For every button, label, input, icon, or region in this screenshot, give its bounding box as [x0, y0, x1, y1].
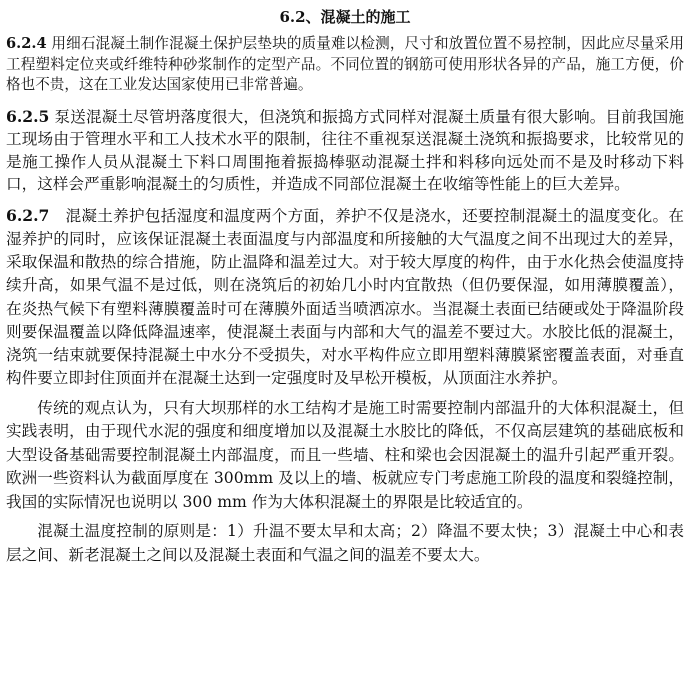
paragraph-6-2-7	[6, 204, 684, 391]
paragraph-text: 用细石混凝土制作混凝土保护层垫块的质量难以检测，尺寸和放置位置不易控制，因此应尽量采用工程塑料定位夹或纤维特种砂浆制作的定型产品。不同位置的钢筋可使用形状各异的产品，施工方便，价格也不贵，这在工业发达国家使用已非常普遍。	[6, 35, 684, 93]
paragraph-6-2-4	[6, 34, 684, 96]
paragraph-6-2-5	[6, 106, 684, 196]
document-page	[6, 4, 684, 567]
clause-number: 6.2.4	[6, 35, 47, 52]
paragraph-text: 混凝土养护包括湿度和温度两个方面，养护不仅是浇水，还要控制混凝土的温度变化。在湿养护的同时，应该保证混凝土表面温度与内部温度和所接触的大气温度之间不出现过大的差异，采取保温和散热的综合措施，防止温降和温差过大。对于较大厚度的构件，由于水化热会使温度持续升高，如果气温不是过低，则在浇筑后的初始几小时内宜散热（但仍要保湿，如用薄膜覆盖），在炎热气候下有塑料薄膜覆盖时可在薄膜外面适当喷洒凉水。当混凝土表面已结硬或处于降温阶段则要保温覆盖以降低降温速率，使混凝土表面与内部和大气的温差不要过大。水胶比低的混凝土，浇筑一结束就要保持混凝土中水分不受损失，对水平构件应立即用塑料薄膜紧密覆盖表面，对垂直构件要立即封住顶面并在混凝土达到一定强度时及早松开模板，从顶面注水养护。	[6, 206, 684, 388]
section-title: 6.2、混凝土的施工	[279, 8, 411, 26]
paragraph-mass-concrete: 传统的观点认为，只有大坝那样的水工结构才是施工时需要控制内部温升的大体积混凝土，但实践表明，由于现代水泥的强度和细度增加以及混凝土水胶比的降低，不仅高层建筑的基础底板和大型设备基础需要控制混凝土内部温度，而且一些墙、柱和梁也会因混凝土的温升引起严重开裂。欧洲一些资料认为截面厚度在 300mm 及以上的墙、板就应专门考虑施工阶段的温度和裂缝控制，我国的实际情况也说明以 300 mm 作为大体积混凝土的界限是比较适宜的。	[6, 398, 684, 511]
paragraph-temperature-control: 混凝土温度控制的原则是：1）升温不要太早和太高；2）降温不要太快；3）混凝土中心和表层之间、新老混凝土之间以及混凝土表面和气温之间的温差不要太大。	[6, 522, 684, 564]
paragraph-text: 泵送混凝土尽管坍落度很大，但浇筑和振捣方式同样对混凝土质量有很大影响。目前我国施工现场由于管理水平和工人技术水平的限制，往往不重视泵送混凝土浇筑和振捣要求，比较常见的是施工操作人员从混凝土下料口周围拖着振捣棒驱动混凝土拌和料移向远处而不是及时移动下料口，这样会严重影响混凝土的匀质性，并造成不同部位混凝土在收缩等性能上的巨大差异。	[6, 107, 684, 194]
clause-number: 6.2.5	[6, 106, 50, 126]
clause-number: 6.2.7	[6, 205, 50, 225]
